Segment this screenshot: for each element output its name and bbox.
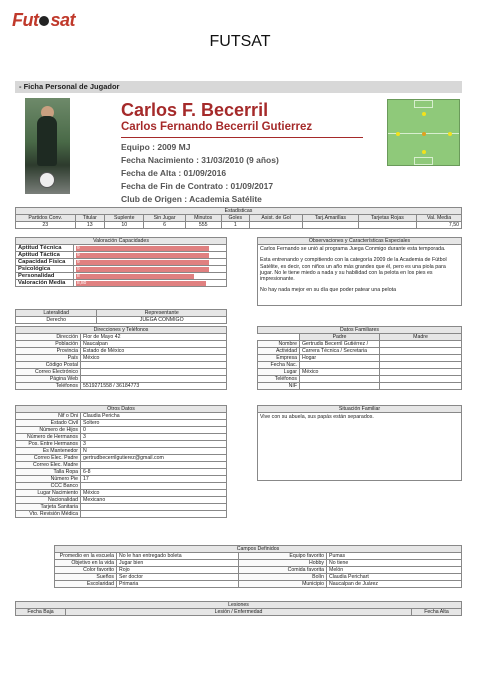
address-row-label: Población [16, 341, 81, 348]
defined-field-label: Comida favorita [239, 567, 327, 574]
family-table [257, 326, 462, 390]
address-row-label: Dirección [16, 334, 81, 341]
player-photo [25, 98, 70, 194]
address-row-value: Estado de México [81, 348, 227, 355]
capacity-bar: 9 [76, 267, 209, 272]
defined-field-label: Bolín [239, 574, 327, 581]
capacity-label: Valoración Media [16, 280, 74, 287]
capacity-bar: 9 [76, 253, 209, 258]
other-data-row-label: Nif o Dni [16, 413, 81, 420]
stats-value: 10 [105, 222, 144, 229]
family-father-value [300, 362, 380, 369]
other-data-row-label: Talla Ropa [16, 469, 81, 476]
other-data-row-value: Claudia Pericha [81, 413, 227, 420]
stats-header: Tarjetas Rojas [358, 215, 416, 222]
other-data-row [16, 413, 227, 420]
address-row [16, 334, 227, 341]
family-label: Nombre [258, 341, 300, 348]
player-birthdate: Fecha Nacimiento : 31/03/2010 (9 años) [121, 155, 279, 165]
defined-field-label: Color favorito [55, 567, 117, 574]
stats-header: Titular [75, 215, 105, 222]
capacities-title: Valoración Capacidades [16, 238, 227, 245]
family-row [258, 376, 462, 383]
other-data-row-value: 3 [81, 441, 227, 448]
other-data-row-value: Mexicano [81, 497, 227, 504]
other-data-row [16, 427, 227, 434]
stats-header: Tarj.Amarillas [303, 215, 359, 222]
address-row [16, 362, 227, 369]
other-data-row [16, 483, 227, 490]
other-data-row-label: Correo Elec. Padre [16, 455, 81, 462]
defined-field-value: Melón [327, 567, 462, 574]
capacity-row [16, 252, 227, 259]
capacity-bar-cell [74, 273, 227, 280]
address-row-value: México [81, 355, 227, 362]
other-data-row [16, 434, 227, 441]
family-row [258, 341, 462, 348]
defined-field-label: Objetivo en la vida [55, 560, 117, 567]
family-row [258, 362, 462, 369]
family-situation-text: Vive con su abuela, sus papás están separados. [257, 413, 462, 481]
other-data-row-label: Número de Hermanos [16, 434, 81, 441]
position-field [387, 99, 460, 166]
family-mother-value [380, 341, 462, 348]
stats-value: 1 [221, 222, 250, 229]
other-data-row [16, 476, 227, 483]
stats-header: Partidos Conv. [16, 215, 76, 222]
address-row-value: Flor de Mayo 42 [81, 334, 227, 341]
capacity-row [16, 266, 227, 273]
player-origin-club: Club de Origen : Academia Satélite [121, 194, 262, 204]
family-mother-value [380, 376, 462, 383]
other-data-row-label: Lugar Nacimiento [16, 490, 81, 497]
laterality-value: Derecho [16, 317, 97, 324]
capacity-label: Aptitud Táctica [16, 252, 74, 259]
other-data-row-value: México [81, 490, 227, 497]
family-father-value: Hogar [300, 355, 380, 362]
defined-field-row [55, 581, 462, 588]
defined-field-row [55, 553, 462, 560]
other-data-row [16, 504, 227, 511]
stats-header: Goles [221, 215, 250, 222]
father-header: Padre [300, 334, 380, 341]
other-data-row [16, 490, 227, 497]
injuries-title: Lesiones [16, 602, 462, 609]
defined-fields-table [54, 545, 462, 588]
other-data-row-label: Vto. Revisión Médica [16, 511, 81, 518]
capacity-label: Capacidad Física [16, 259, 74, 266]
family-father-value [300, 376, 380, 383]
address-row [16, 355, 227, 362]
defined-field-value: Pumas [327, 553, 462, 560]
capacity-bar-cell [74, 252, 227, 259]
family-father-value: Carrera Técnica / Secretaria [300, 348, 380, 355]
family-label: Teléfonos [258, 376, 300, 383]
capacity-bar-cell [74, 245, 227, 252]
other-data-row-label: Correo Elec. Madre [16, 462, 81, 469]
family-label: Fecha Nac. [258, 362, 300, 369]
family-row [258, 355, 462, 362]
injury-type-header: Lesión / Enfermedad [66, 609, 412, 616]
address-row-value [81, 376, 227, 383]
defined-field-label: Sueños [55, 574, 117, 581]
capacity-label: Aptitud Técnica [16, 245, 74, 252]
capacity-row [16, 259, 227, 266]
position-dot [396, 132, 400, 136]
capacity-bar: 8,80 [76, 281, 206, 286]
other-data-row-label: Número Pie [16, 476, 81, 483]
stats-value [303, 222, 359, 229]
injuries-table [15, 601, 462, 616]
other-data-row-label: Pos. Entre Hermanos [16, 441, 81, 448]
stats-value: 555 [185, 222, 221, 229]
stats-value: 6 [144, 222, 185, 229]
defined-field-value: Jugar bien [117, 560, 239, 567]
other-data-row-label: CCC Banco [16, 483, 81, 490]
other-data-row-value: N [81, 448, 227, 455]
stats-header: Sin Jugar [144, 215, 185, 222]
stats-value [358, 222, 416, 229]
defined-field-label: Hobby [239, 560, 327, 567]
address-row-value: 5519271558 / 36184773 [81, 383, 227, 390]
defined-field-value: Ser doctor [117, 574, 239, 581]
address-row [16, 341, 227, 348]
family-mother-value [380, 362, 462, 369]
other-data-row-value: Soltero [81, 420, 227, 427]
other-data-row-value [81, 462, 227, 469]
family-mother-value [380, 383, 462, 390]
player-full-name: Carlos Fernando Becerril Gutierrez [121, 121, 313, 133]
family-father-value: México [300, 369, 380, 376]
capacity-bar-cell [74, 266, 227, 273]
addresses-title: Direcciones y Teléfonos [16, 327, 227, 334]
player-team: Equipo : 2009 MJ [121, 142, 191, 152]
other-data-row [16, 511, 227, 518]
address-row-label: Página Web [16, 376, 81, 383]
other-data-row-label: Nacionalidad [16, 497, 81, 504]
player-contract-end: Fecha de Fin de Contrato : 01/09/2017 [121, 181, 274, 191]
defined-field-row [55, 560, 462, 567]
stats-value: 13 [75, 222, 105, 229]
defined-field-label: Escolaridad [55, 581, 117, 588]
observations-title: Observaciones y Características Especiales [258, 238, 462, 245]
capacity-row [16, 280, 227, 287]
other-data-table [15, 405, 227, 518]
family-row [258, 383, 462, 390]
representative-header: Representante [97, 310, 227, 317]
capacity-bar: 9 [76, 246, 209, 251]
injury-start-header: Fecha Baja [16, 609, 66, 616]
observation-text: Esta entrenando y compitiendo con la categoría 2009 de la Academia de Fútbol Satélite, es decir, con niños un año más grandes que él, pero es una piola para jugar. No le tiene miedo a nada y su habilidad con la pelota en los pies es impresionante. [260, 257, 447, 283]
other-data-row-label: Número de Hijos [16, 427, 81, 434]
defined-field-value: Rojo [117, 567, 239, 574]
name-divider [121, 137, 363, 138]
family-mother-value [380, 369, 462, 376]
defined-field-row [55, 567, 462, 574]
family-label: Lugar [258, 369, 300, 376]
capacity-bar: 9 [76, 260, 209, 265]
address-row [16, 369, 227, 376]
observations-panel [257, 237, 462, 306]
other-data-row [16, 469, 227, 476]
player-join-date: Fecha de Alta : 01/09/2016 [121, 168, 227, 178]
laterality-header: Lateralidad [16, 310, 97, 317]
address-row-label: Correo Electrónico [16, 369, 81, 376]
other-data-row [16, 448, 227, 455]
address-row-value [81, 362, 227, 369]
soccer-ball-icon [39, 172, 55, 188]
position-dot [422, 132, 426, 136]
address-row-label: Provincia [16, 348, 81, 355]
family-father-value [300, 383, 380, 390]
defined-field-value: Naucalpan de Juárez [327, 581, 462, 588]
defined-field-value: No tiene [327, 560, 462, 567]
family-label: Actividad [258, 348, 300, 355]
other-data-row-value [81, 504, 227, 511]
stats-header: Asist. de Gol [250, 215, 303, 222]
section-header: - Ficha Personal de Jugador [15, 81, 462, 93]
other-data-row-value [81, 483, 227, 490]
mother-header: Madre [380, 334, 462, 341]
capacity-label: Personalidad [16, 273, 74, 280]
addresses-table [15, 326, 227, 390]
other-data-row [16, 420, 227, 427]
other-data-row [16, 497, 227, 504]
address-row-label: País [16, 355, 81, 362]
other-data-row [16, 455, 227, 462]
other-data-row-value: 0 [81, 427, 227, 434]
observation-text: Carlos Fernando se unió al programa Juega Conmigo durante esta temporada. [260, 246, 446, 252]
stats-header: Suplente [105, 215, 144, 222]
address-row-label: Código Postal [16, 362, 81, 369]
defined-field-label: Municipio [239, 581, 327, 588]
defined-field-row [55, 574, 462, 581]
family-father-value: Gertrudis Becerril Gutiérrez / [300, 341, 380, 348]
stats-value [250, 222, 303, 229]
address-row-value: Naucalpan [81, 341, 227, 348]
other-data-row-value: 3 [81, 434, 227, 441]
family-title: Datos Familiares [258, 327, 462, 334]
address-row [16, 348, 227, 355]
family-label: NIF [258, 383, 300, 390]
capacity-bar-cell [74, 280, 227, 287]
address-row [16, 383, 227, 390]
defined-fields-title: Campos Definidos [55, 546, 462, 553]
other-data-row-label: Estado Civil [16, 420, 81, 427]
family-row [258, 348, 462, 355]
position-dot [422, 112, 426, 116]
stats-title: Estadisticas [16, 208, 462, 215]
other-data-row-value: gertrudbecerrilgutierez@gmail.com [81, 455, 227, 462]
other-data-row-value [81, 511, 227, 518]
stats-table [15, 207, 462, 229]
defined-field-label: Promedio en la escuela [55, 553, 117, 560]
capacity-row [16, 245, 227, 252]
player-name: Carlos F. Becerril [121, 100, 269, 120]
family-situation-panel [257, 405, 462, 481]
other-data-row [16, 441, 227, 448]
defined-field-value: Claudia Perichart [327, 574, 462, 581]
other-data-row-value: 6-8 [81, 469, 227, 476]
address-row-label: Teléfonos [16, 383, 81, 390]
laterality-table [15, 309, 227, 324]
other-data-title: Otros Datos [16, 406, 227, 413]
address-row-value [81, 369, 227, 376]
page-title: FUTSAT [209, 33, 271, 50]
other-data-row [16, 462, 227, 469]
family-label: Empresa [258, 355, 300, 362]
family-row [258, 369, 462, 376]
representative-value: JUEGA CONMIGO [97, 317, 227, 324]
stats-value: 7,50 [417, 222, 462, 229]
defined-field-value: Primaria [117, 581, 239, 588]
stats-header: Minutos [185, 215, 221, 222]
capacity-bar: 8 [76, 274, 194, 279]
stats-value: 23 [16, 222, 76, 229]
other-data-row-label: Es Mantenedor [16, 448, 81, 455]
defined-field-label: Equipo favorito [239, 553, 327, 560]
capacity-row [16, 273, 227, 280]
family-situation-title: Situación Familiar [258, 406, 462, 413]
defined-field-value: No le han entregado boleta [117, 553, 239, 560]
injury-end-header: Fecha Alta [412, 609, 462, 616]
family-mother-value [380, 355, 462, 362]
position-dot [448, 132, 452, 136]
capacity-bar-cell [74, 259, 227, 266]
other-data-row-value: 17 [81, 476, 227, 483]
observation-text: No hay nada mejor en su día que poder patear una pelota [260, 287, 397, 294]
position-dot [422, 150, 426, 154]
address-row [16, 376, 227, 383]
stats-header: Val. Media [417, 215, 462, 222]
other-data-row-label: Tarjeta Sanitaria [16, 504, 81, 511]
futsat-logo: Fut sat [12, 10, 75, 30]
capacities-table [15, 237, 227, 287]
ball-icon [39, 16, 49, 26]
capacity-label: Psicológica [16, 266, 74, 273]
family-mother-value [380, 348, 462, 355]
